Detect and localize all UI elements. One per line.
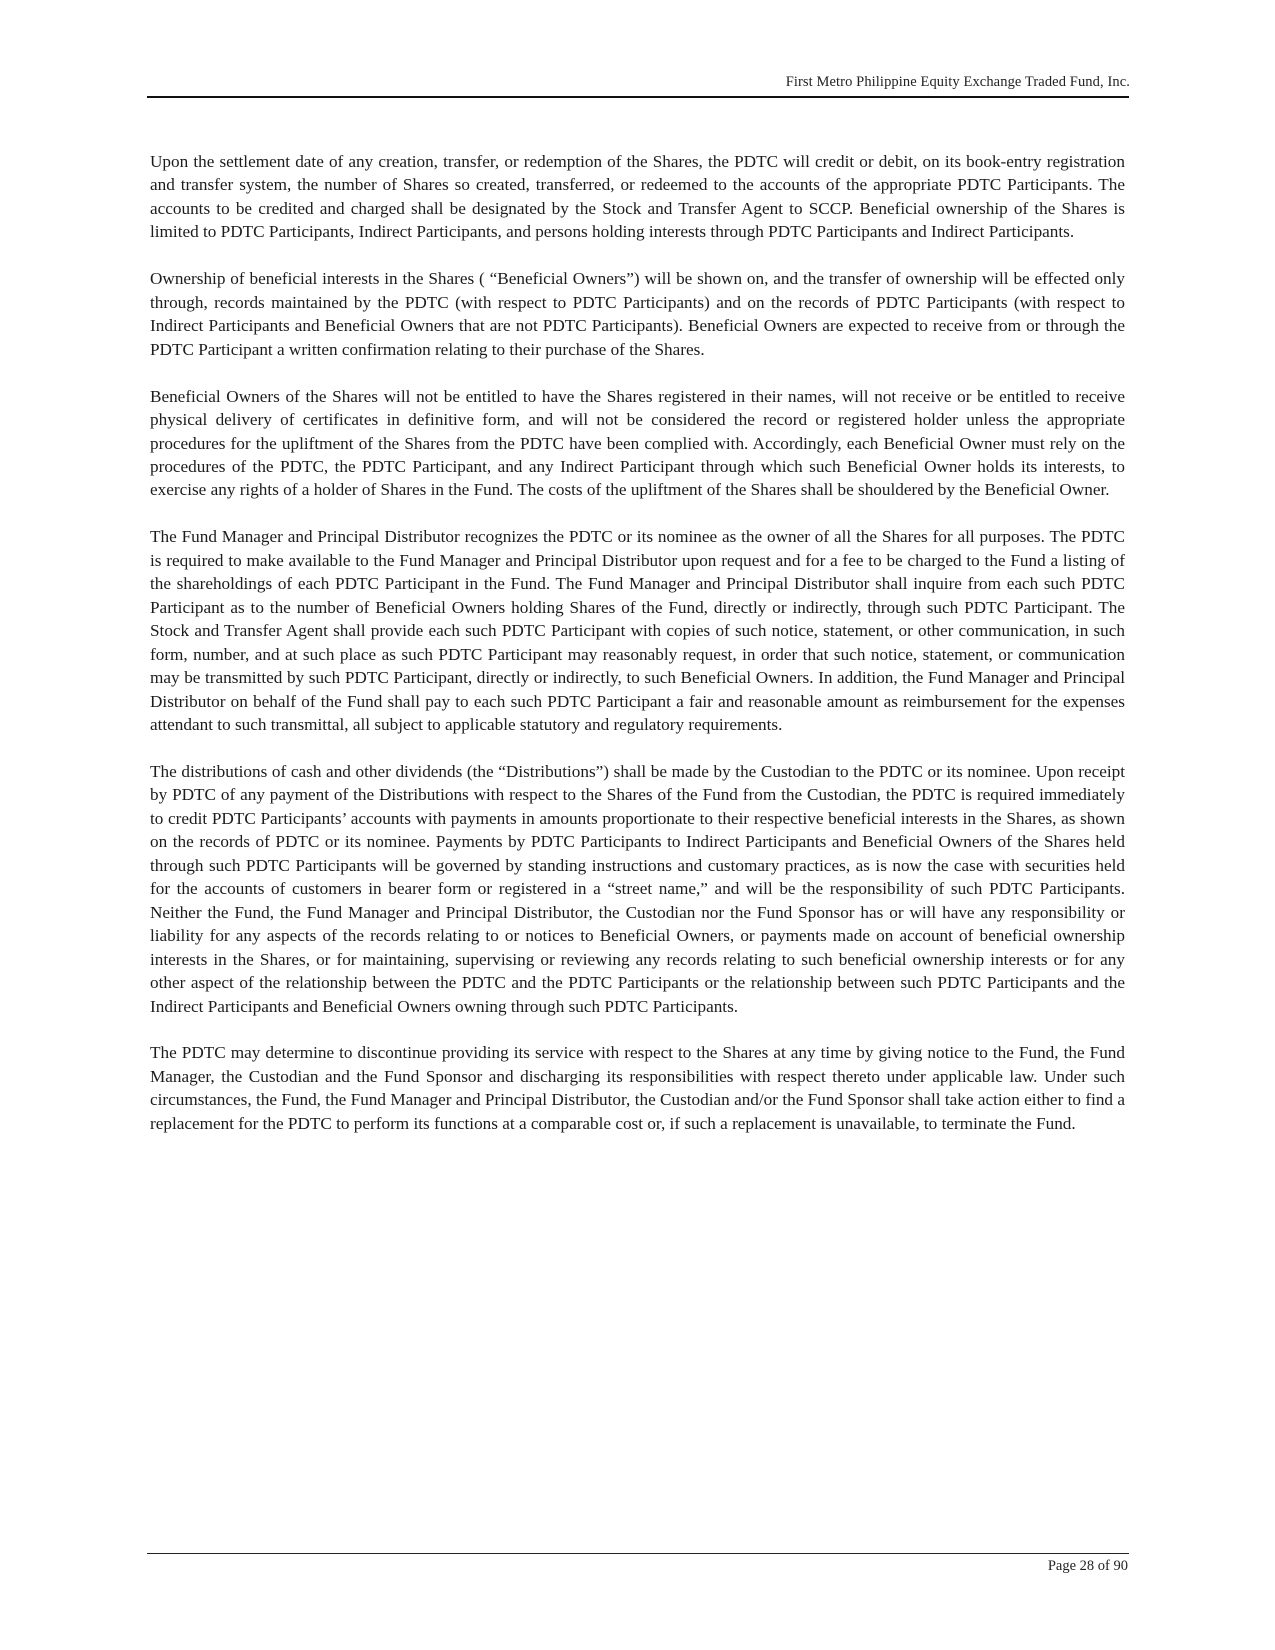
document-body bbox=[150, 150, 1125, 1159]
header-divider bbox=[147, 96, 1129, 98]
footer-divider bbox=[147, 1553, 1129, 1554]
paragraph-beneficial-ownership: Ownership of beneficial interests in the Shares ( “Beneficial Owners”) will be shown on, and the transfer of ownership will be effected only through, records maintained by the PDTC (with respect to PDTC Participants) and on the records of PDTC Participants (with respect to Indirect Participants and Beneficial Owners that are not PDTC Participants). Beneficial Owners are expected to receive from or through the PDTC Participant a written confirmation relating to their purchase of the Shares. bbox=[150, 269, 1125, 359]
paragraph-fund-manager: The Fund Manager and Principal Distributor recognizes the PDTC or its nominee as the owner of all the Shares for all purposes. The PDTC is required to make available to the Fund Manager and Principal Distributor upon request and for a fee to be charged to the Fund a listing of the shareholdings of each PDTC Participant in the Fund. The Fund Manager and Principal Distributor shall inquire from each such PDTC Participant as to the number of Beneficial Owners holding Shares of the Fund, directly or indirectly, through such PDTC Participant. The Stock and Transfer Agent shall provide each such PDTC Participant with copies of such notice, statement, or other communication, in such form, number, and at such place as such PDTC Participant may reasonably request, in order that such notice, statement, or communication may be transmitted by such PDTC Participant, directly or indirectly, to such Beneficial Owners. In addition, the Fund Manager and Principal Distributor on behalf of the Fund shall pay to each such PDTC Participant a fair and reasonable amount as reimbursement for the expenses attendant to such transmittal, all subject to applicable statutory and regulatory requirements. bbox=[150, 527, 1125, 735]
page-number: Page 28 of 90 bbox=[1047, 1558, 1128, 1574]
running-header: First Metro Philippine Equity Exchange Traded Fund, Inc. bbox=[785, 74, 1130, 90]
paragraph-registration-rights: Beneficial Owners of the Shares will not be entitled to have the Shares registered in their names, will not receive or be entitled to receive physical delivery of certificates in definitive form, and will not be considered the record or registered holder unless the appropriate procedures for the upliftment of the Shares from the PDTC have been complied with. Accordingly, each Beneficial Owner must rely on the procedures of the PDTC, the PDTC Participant, and any Indirect Participant through which such Beneficial Owner holds its interests, to exercise any rights of a holder of Shares in the Fund. The costs of the upliftment of the Shares shall be shouldered by the Beneficial Owner. bbox=[150, 386, 1125, 500]
paragraph-discontinuation: The PDTC may determine to discontinue providing its service with respect to the Shares at any time by giving notice to the Fund, the Fund Manager, the Custodian and the Fund Sponsor and discharging its responsibilities with respect thereto under applicable law. Under such circumstances, the Fund, the Fund Manager and Principal Distributor, the Custodian and/or the Fund Sponsor shall take action either to find a replacement for the PDTC to perform its functions at a comparable cost or, if such a replacement is unavailable, to terminate the Fund. bbox=[150, 1043, 1125, 1133]
paragraph-distributions: The distributions of cash and other dividends (the “Distributions”) shall be made by the Custodian to the PDTC or its nominee. Upon receipt by PDTC of any payment of the Distributions with respect to the Shares of the Fund from the Custodian, the PDTC is required immediately to credit PDTC Participants’ accounts with payments in amounts proportionate to their respective beneficial interests in the Shares, as shown on the records of PDTC or its nominee. Payments by PDTC Participants to Indirect Participants and Beneficial Owners of the Shares held through such PDTC Participants will be governed by standing instructions and customary practices, as is now the case with securities held for the accounts of customers in bearer form or registered in a “street name,” and will be the responsibility of such PDTC Participants. Neither the Fund, the Fund Manager and Principal Distributor, the Custodian nor the Fund Sponsor has or will have any responsibility or liability for any aspects of the records relating to or notices to Beneficial Owners, or payments made on account of beneficial ownership interests in the Shares, or for maintaining, supervising or reviewing any records relating to such beneficial ownership interests or for any other aspect of the relationship between the PDTC and the PDTC Participants or the relationship between such PDTC Participants and the Indirect Participants and Beneficial Owners owning through such PDTC Participants. bbox=[150, 761, 1125, 1016]
paragraph-settlement: Upon the settlement date of any creation, transfer, or redemption of the Shares, the PDTC will credit or debit, on its book-entry registration and transfer system, the number of Shares so created, transferred, or redeemed to the accounts of the appropriate PDTC Participants. The accounts to be credited and charged shall be designated by the Stock and Transfer Agent to SCCP. Beneficial ownership of the Shares is limited to PDTC Participants, Indirect Participants, and persons holding interests through PDTC Participants and Indirect Participants. bbox=[150, 152, 1125, 242]
